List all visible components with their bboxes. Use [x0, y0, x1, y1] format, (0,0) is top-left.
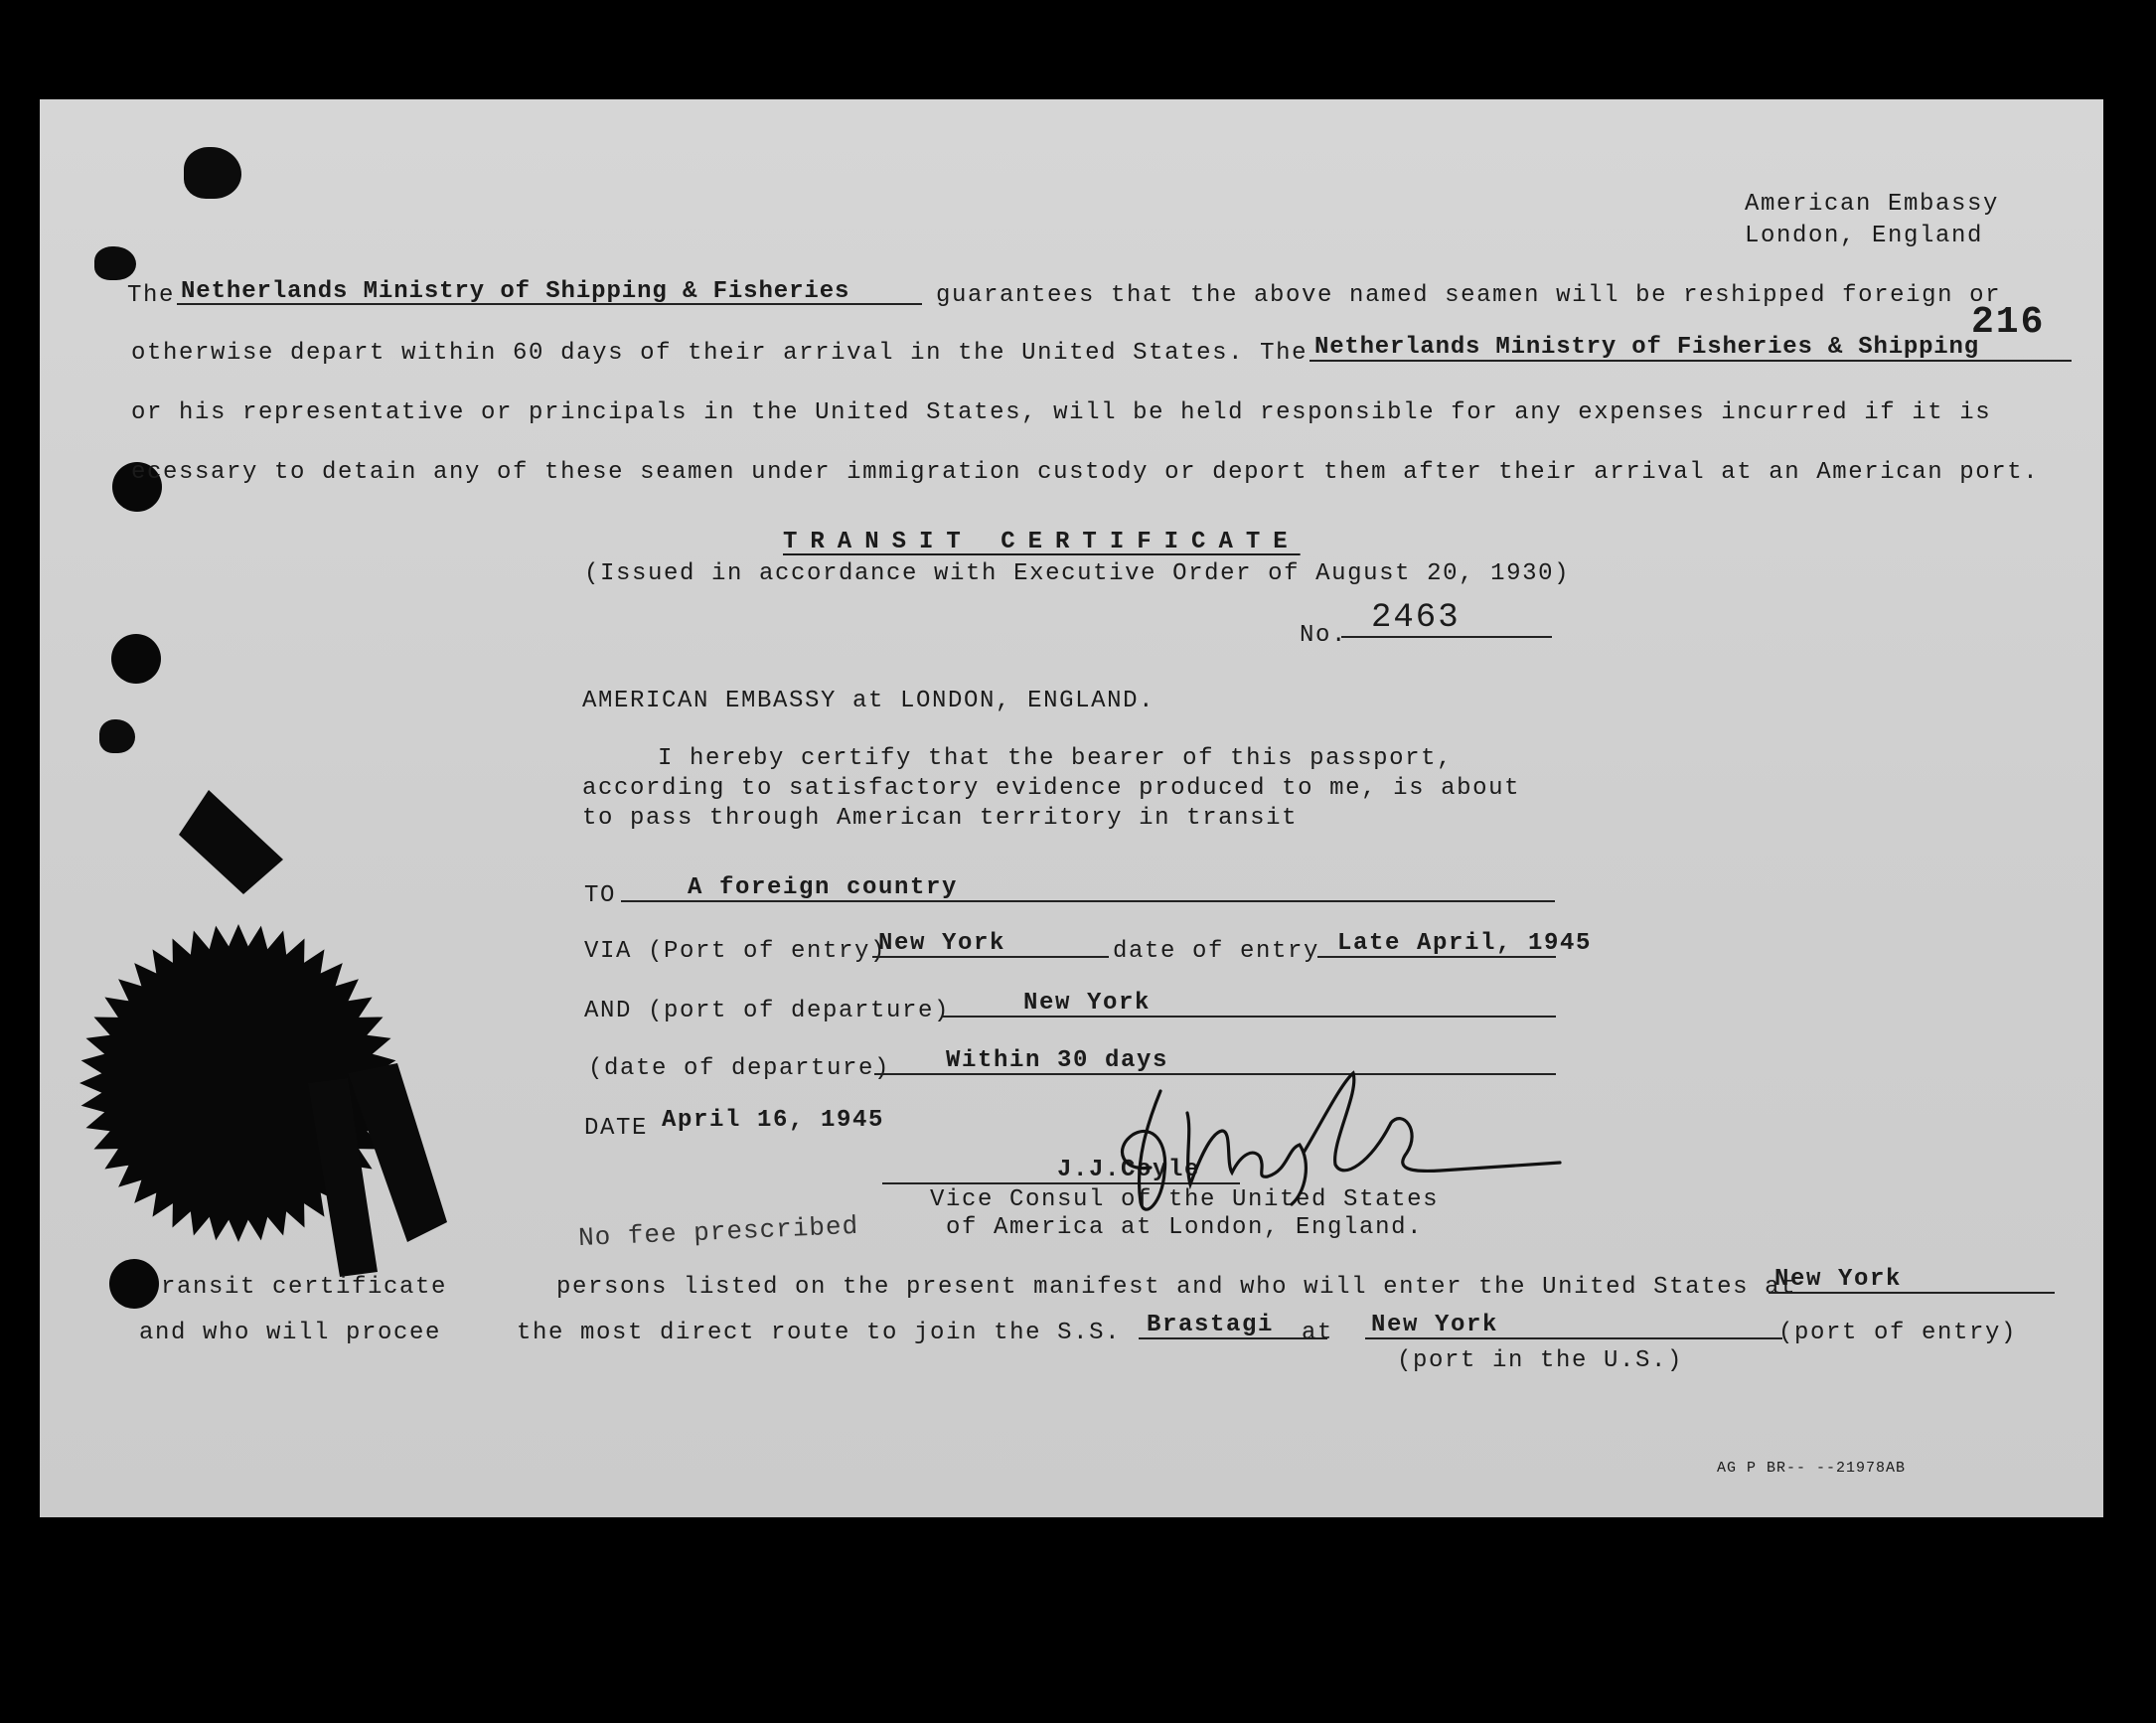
certificate-subtitle: (Issued in accordance with Executive Order of August 20, 1930): [584, 560, 1571, 587]
fee-note: No fee prescribed: [577, 1210, 859, 1254]
embassy-seal: [79, 775, 477, 1331]
departure-date-value: Within 30 days: [946, 1047, 1169, 1074]
port-of-entry-label: VIA (Port of entry): [584, 938, 887, 965]
destination-label: TO: [584, 882, 617, 909]
form-code: AG P BR-- --21978AB: [1717, 1460, 1907, 1477]
certificate-number: 2463: [1371, 599, 1461, 637]
footer-port-in-us-label: (port in the U.S.): [1397, 1347, 1684, 1374]
embassy-header-line-2: London, England: [1745, 223, 1984, 249]
departure-date-label: (date of departure): [588, 1055, 891, 1082]
port-of-entry-value: New York: [878, 930, 1006, 957]
guarantee-line-2: otherwise depart within 60 days of their arrival in the United States. The: [131, 340, 1309, 367]
issue-date-value: April 16, 1945: [662, 1107, 885, 1134]
guarantee-line-3: or his representative or principals in the United States, will be held responsible for any expenses incurred if it is: [131, 399, 1992, 426]
guarantee-line-1-suffix: guarantees that the above named seamen will be reshipped foreign or: [936, 282, 2002, 309]
certificate-number-label: No.: [1300, 622, 1348, 649]
underline: [872, 956, 1109, 958]
page-number: 216: [1971, 301, 2046, 344]
guarantor-name-1: Netherlands Ministry of Shipping & Fisheries: [181, 278, 850, 305]
underline: [1309, 360, 2072, 362]
signer-title-2: of America at London, England.: [946, 1214, 1424, 1241]
guarantee-line-4: ecessary to detain any of these seamen under immigration custody or deport them after their arrival at an American port.: [131, 459, 2040, 486]
port-of-departure-value: New York: [1023, 990, 1152, 1017]
underline: [1769, 1292, 2055, 1294]
certificate-sheet: [40, 99, 2103, 1517]
underline: [621, 900, 1555, 902]
ink-blot: [184, 147, 241, 199]
footer-line-2-start: and who will procee: [139, 1320, 442, 1346]
underline: [1139, 1337, 1327, 1339]
signer-name: J.J.Coyle: [1057, 1157, 1201, 1183]
signer-title-1: Vice Consul of the United States: [930, 1186, 1440, 1213]
guarantor-name-2: Netherlands Ministry of Fisheries & Shipping: [1314, 334, 1979, 361]
ship-name: Brastagi: [1147, 1312, 1275, 1338]
entry-date-value: Late April, 1945: [1337, 930, 1593, 957]
footer-line-1-start: ransit certificate: [161, 1274, 448, 1301]
footer-port-of-entry-label: (port of entry): [1778, 1320, 2018, 1346]
underline: [1341, 636, 1552, 638]
guarantee-line-1-prefix: The: [127, 282, 176, 309]
entry-date-label: date of entry: [1113, 938, 1320, 965]
underline: [1365, 1337, 1782, 1339]
ink-blot: [94, 246, 136, 280]
issuing-embassy: AMERICAN EMBASSY at LONDON, ENGLAND.: [582, 688, 1155, 714]
certification-text-3: to pass through American territory in transit: [582, 805, 1299, 832]
footer-entry-port: New York: [1774, 1266, 1903, 1293]
ink-blot: [99, 719, 135, 753]
underline: [177, 303, 922, 305]
certificate-title: TRANSIT CERTIFICATE: [783, 529, 1301, 555]
issue-date-label: DATE: [584, 1115, 649, 1142]
port-of-departure-label: AND (port of departure): [584, 998, 951, 1024]
footer-at: at: [1302, 1320, 1334, 1346]
punch-hole: [111, 634, 161, 684]
footer-line-2-text: the most direct route to join the S.S.: [517, 1320, 1122, 1346]
footer-us-port: New York: [1371, 1312, 1499, 1338]
underline: [1317, 956, 1556, 958]
certification-text-2: according to satisfactory evidence produced to me, is about: [582, 775, 1521, 802]
destination-value: A foreign country: [688, 874, 959, 901]
certification-text-1: I hereby certify that the bearer of this passport,: [658, 745, 1454, 772]
embassy-header-line-1: American Embassy: [1745, 191, 2000, 218]
footer-line-1-text: persons listed on the present manifest and who will enter the United States at: [556, 1274, 1797, 1301]
handwritten-signature: [1093, 1053, 1610, 1222]
underline: [942, 1016, 1556, 1018]
